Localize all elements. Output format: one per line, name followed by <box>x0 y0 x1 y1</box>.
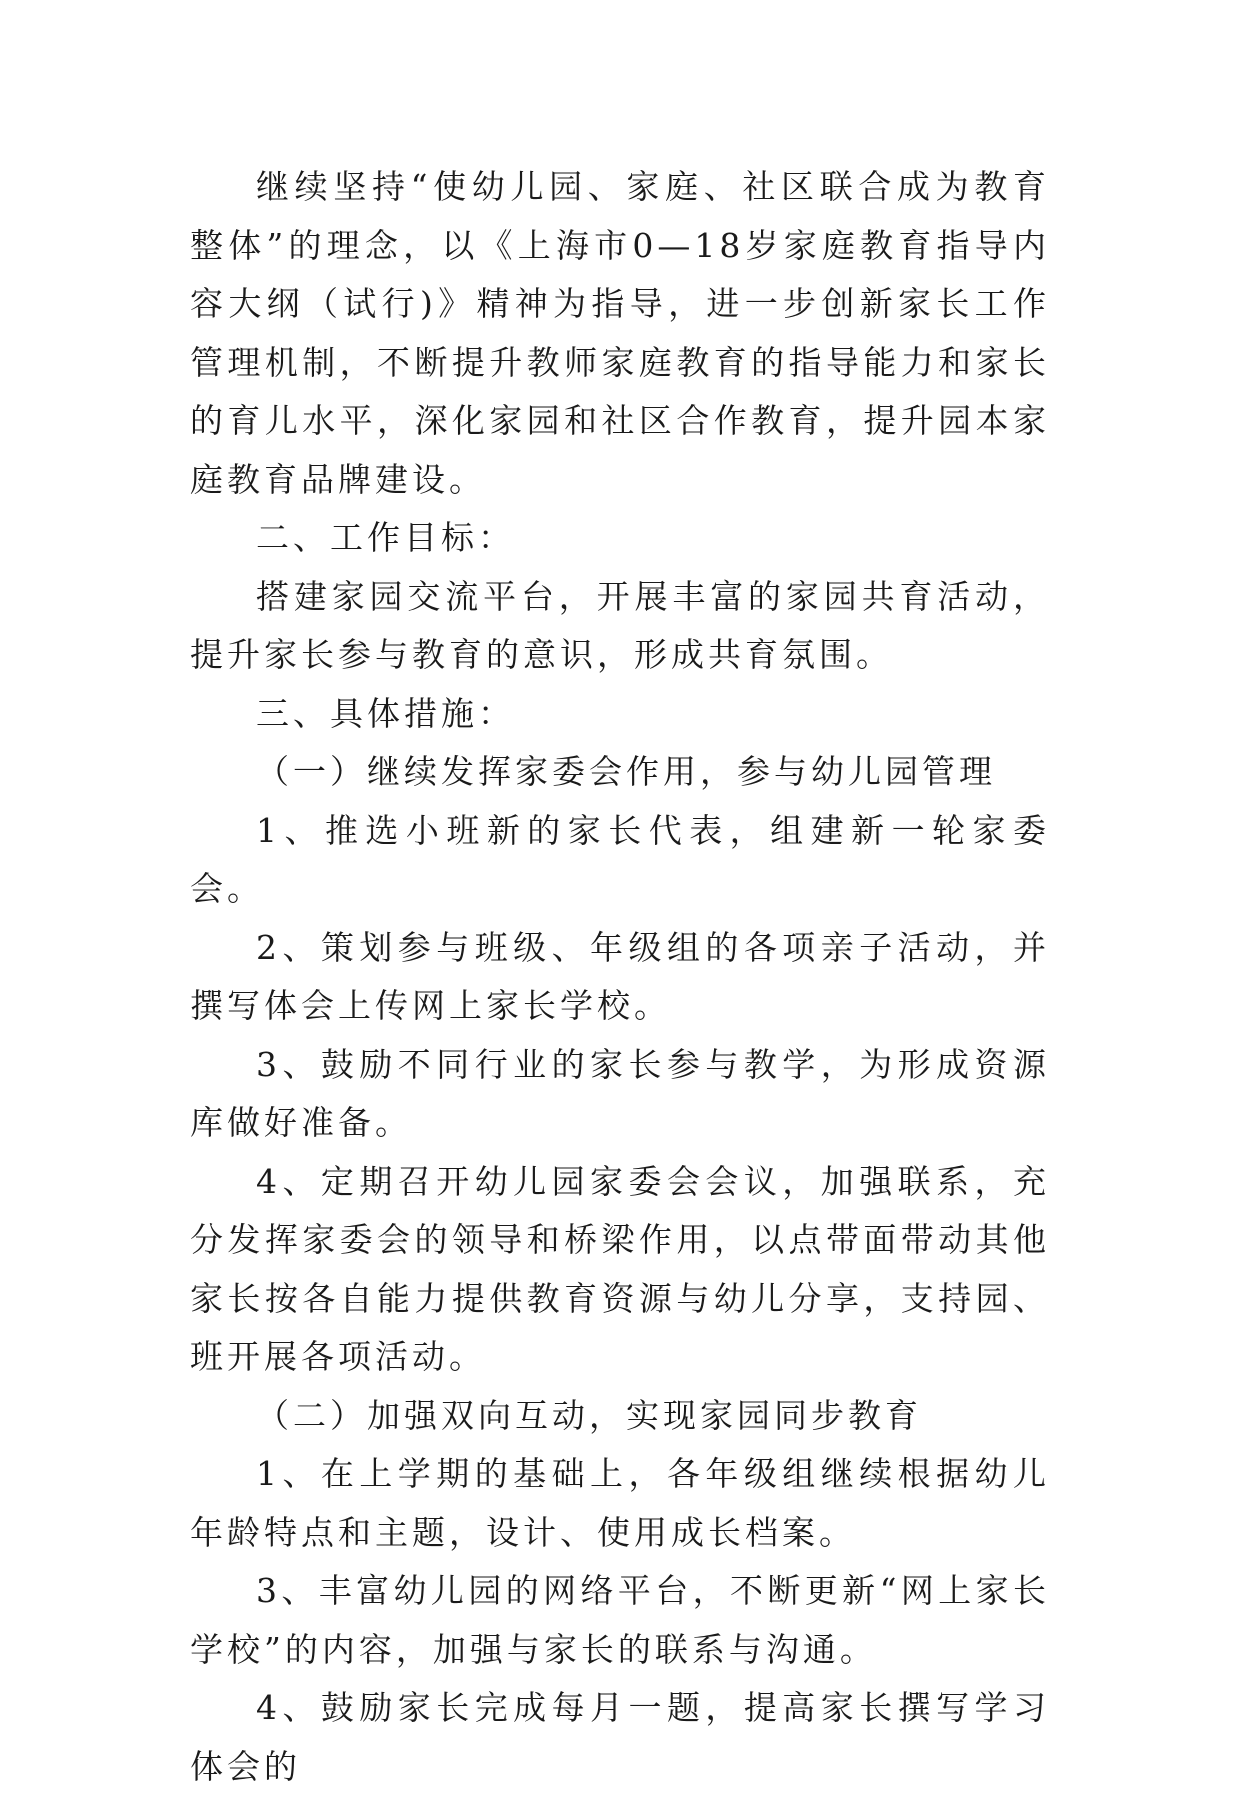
section-heading-goals: 二、工作目标： <box>256 518 515 557</box>
document-body <box>190 158 1050 1796</box>
list-item: 2、策划参与班级、年级组的各项亲子活动，并撰写体会上传网上家长学校。 <box>190 927 1050 1025</box>
list-item: 3、丰富幼儿园的网络平台，不断更新“网上家长学校”的内容，加强与家长的联系与沟通。 <box>190 1571 1050 1669</box>
list-item: 1、在上学期的基础上，各年级组继续根据幼儿年龄特点和主题，设计、使用成长档案。 <box>190 1454 1050 1552</box>
paragraph-goals: 搭建家园交流平台，开展丰富的家园共育活动，提升家长参与教育的意识，形成共育氛围。 <box>190 576 1050 674</box>
subsection-heading-committee: （一）继续发挥家委会作用，参与幼儿园管理 <box>256 752 996 791</box>
subsection-heading-interaction: （二）加强双向互动，实现家园同步教育 <box>256 1395 922 1435</box>
paragraph-intro: 继续坚持“使幼儿园、家庭、社区联合成为教育整体”的理念，以《上海市0—18岁家庭教育指导内容大纲（试行)》精神为指导，进一步创新家长工作管理机制，不断提升教师家庭教育的指导能力和家长的育儿水平，深化家园和社区合作教育，提升园本家庭教育品牌建设。 <box>190 167 1050 499</box>
list-item: 4、定期召开幼儿园家委会会议，加强联系，充分发挥家委会的领导和桥梁作用，以点带面带动其他家长按各自能力提供教育资源与幼儿分享，支持园、班开展各项活动。 <box>190 1161 1050 1376</box>
section-heading-measures: 三、具体措施： <box>256 693 515 733</box>
list-item: 3、鼓励不同行业的家长参与教学，为形成资源库做好准备。 <box>190 1044 1050 1142</box>
list-item: 4、鼓励家长完成每月一题，提高家长撰写学习体会的 <box>190 1688 1050 1786</box>
list-item: 1、推选小班新的家长代表，组建新一轮家委会。 <box>190 810 1050 908</box>
